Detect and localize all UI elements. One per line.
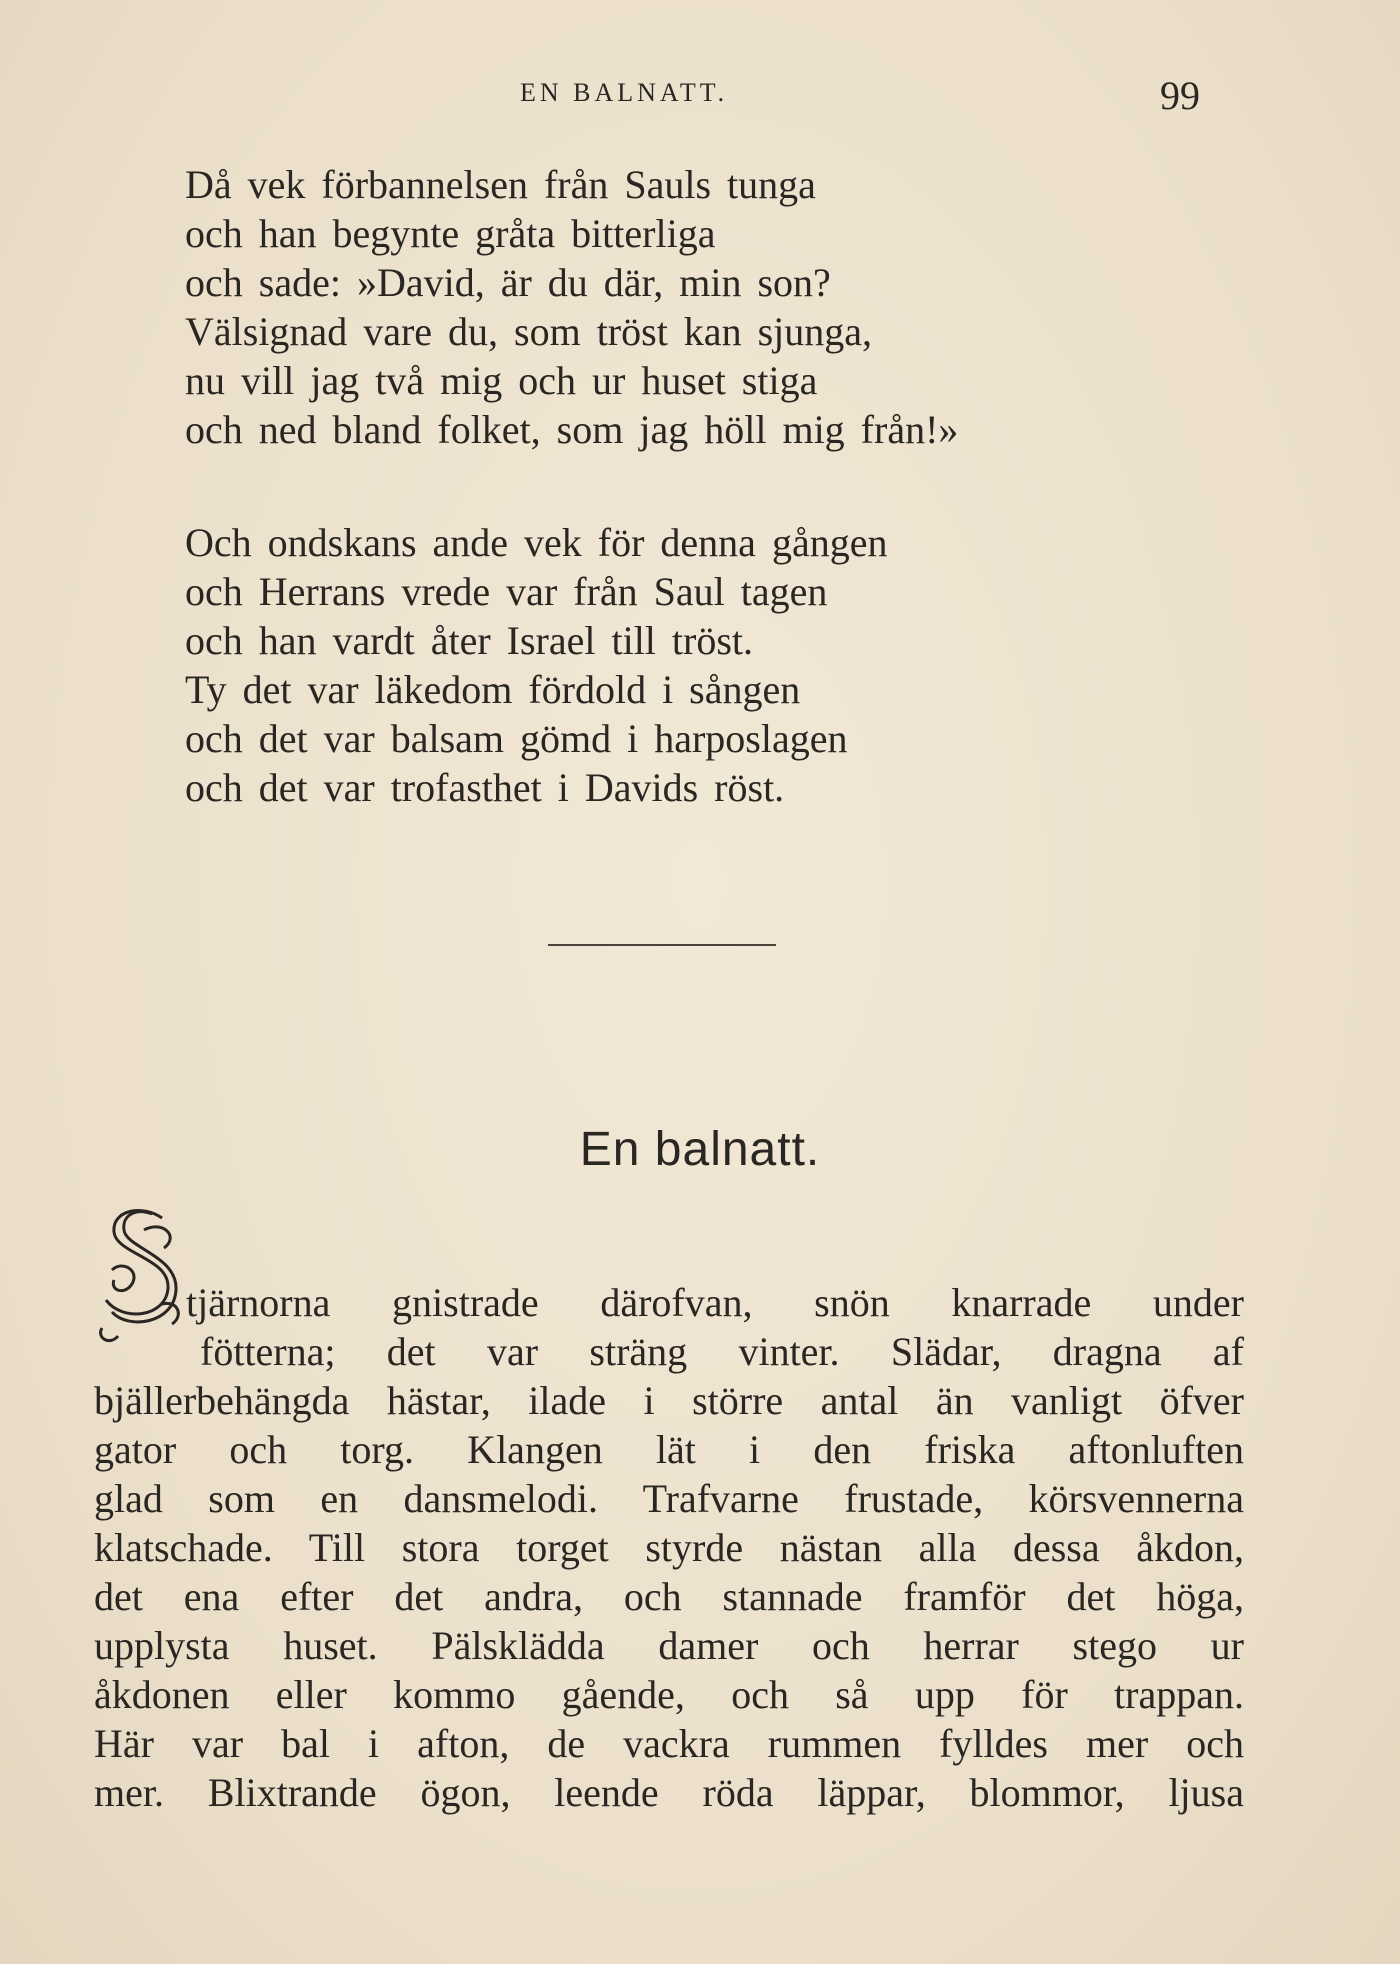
prose-line: fötterna; det var sträng vinter. Slädar, dragna af: [200, 1329, 1244, 1374]
poem-line: Ty det var läkedom fördold i sången: [185, 667, 801, 712]
prose-line: tjärnorna gnistrade därofvan, snön knarrade under: [186, 1280, 1244, 1325]
prose-line: mer. Blixtrande ögon, leende röda läppar, blommor, ljusa: [94, 1770, 1244, 1815]
prose-line: gator och torg. Klangen lät i den friska aftonluften: [94, 1427, 1244, 1472]
section-title: En balnatt.: [579, 1123, 821, 1176]
prose-line: upplysta huset. Pälsklädda damer och herrar stego ur: [94, 1623, 1244, 1668]
poem-line: och det var balsam gömd i harposlagen: [185, 716, 848, 761]
prose-line: glad som en dansmelodi. Trafvarne frustade, körsvennerna: [94, 1476, 1244, 1521]
prose-line: klatschade. Till stora torget styrde nästan alla dessa åkdon,: [94, 1525, 1244, 1570]
running-head: EN BALNATT.: [520, 78, 729, 107]
poem-line: och sade: »David, är du där, min son?: [185, 260, 831, 305]
prose-line-first: [186, 1278, 1244, 1327]
prose-line: åkdonen eller kommo gående, och så upp för trappan.: [94, 1672, 1244, 1717]
poem-line: och han vardt åter Israel till tröst.: [185, 618, 754, 663]
prose-line: det ena efter det andra, och stannade framför det höga,: [94, 1574, 1244, 1619]
ornamental-drop-cap-icon: [92, 1200, 188, 1350]
poem-line: Välsignad vare du, som tröst kan sjunga,: [185, 309, 872, 354]
poem-line: Då vek förbannelsen från Sauls tunga: [185, 162, 816, 207]
poem-line: och Herrans vrede var från Saul tagen: [185, 569, 828, 614]
prose-line: Här var bal i afton, de vackra rummen fylldes mer och: [94, 1721, 1244, 1766]
poem-line: och han begynte gråta bitterliga: [185, 211, 716, 256]
poem-line: nu vill jag två mig och ur huset stiga: [185, 358, 818, 403]
prose-body: [94, 1376, 1244, 1817]
poem-stanza-1: [185, 160, 958, 454]
page-number: 99: [1160, 73, 1200, 118]
poem-line: och det var trofasthet i Davids röst.: [185, 765, 785, 810]
prose-line: bjällerbehängda hästar, ilade i större antal än vanligt öfver: [94, 1378, 1244, 1423]
prose-line-second: [200, 1327, 1244, 1376]
poem-line: och ned bland folket, som jag höll mig från!»: [185, 407, 959, 452]
poem-stanza-2: [185, 518, 887, 812]
poem-line: Och ondskans ande vek för denna gången: [185, 520, 888, 565]
section-divider: [548, 944, 776, 946]
